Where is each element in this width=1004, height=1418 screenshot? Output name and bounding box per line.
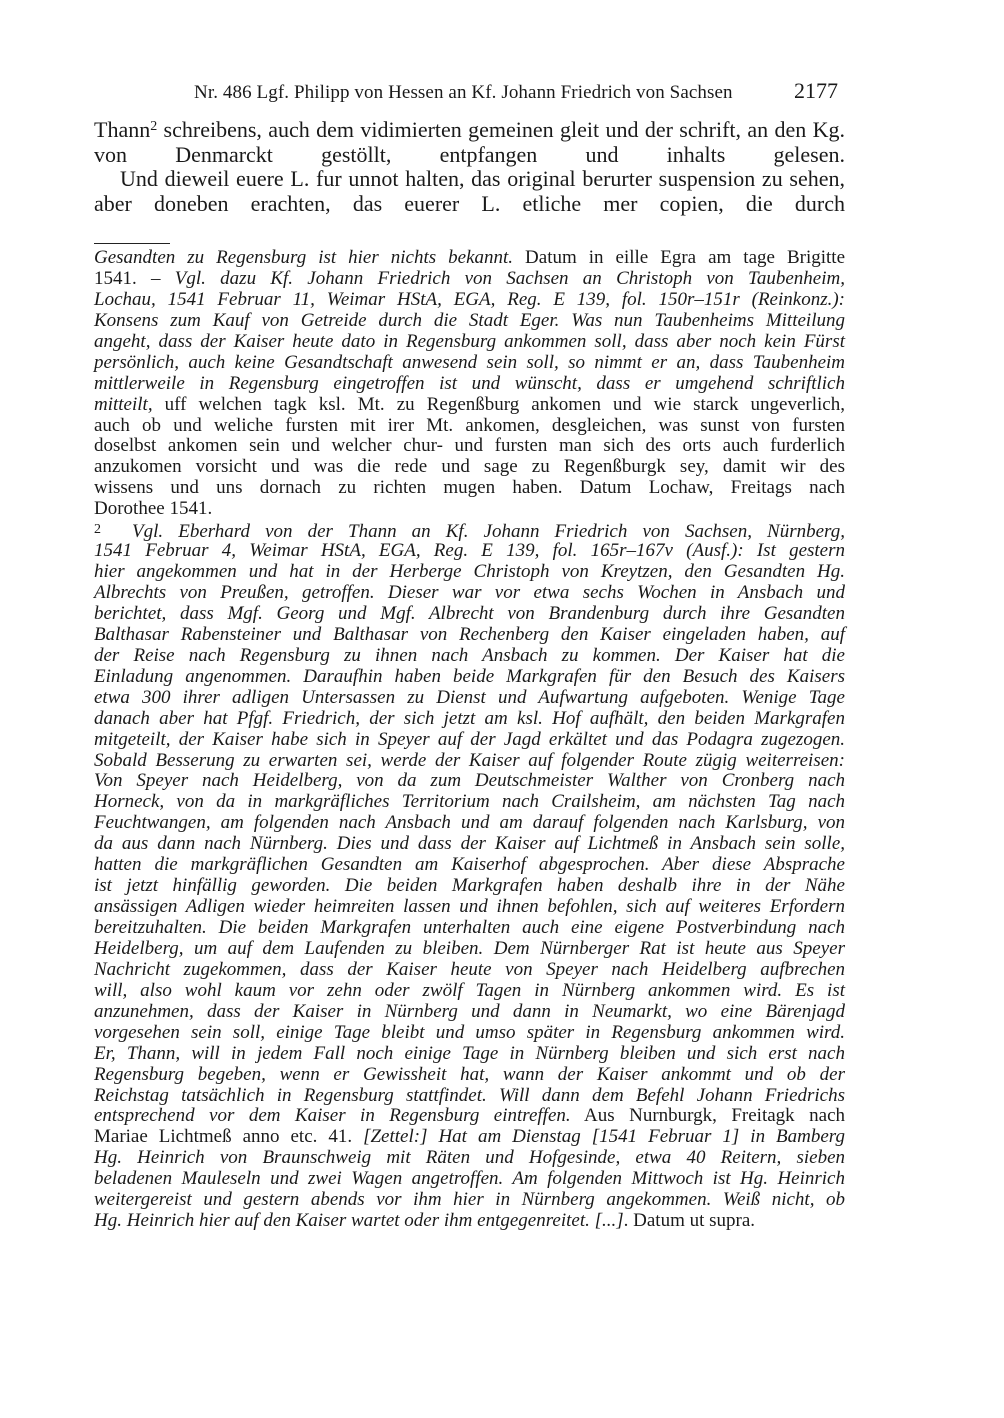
footnote-separator [94, 243, 170, 244]
footnote-line: hier angekommen und hat in der Herberge Christoph von Kreytzen, den Gesandten Hg. [94, 561, 845, 583]
footnote-line: Reichstag tatsächlich in Regensburg stattfindet. Will dann dem Befehl Johann Friedrichs [94, 1084, 845, 1106]
footnote-line: Einladung angenommen. Daraufhin haben beide Markgrafen für den Besuch des Kaisers [94, 665, 845, 687]
footnote-line: bereitzuhalten. Die beiden Markgrafen unterhalten auch eine eigene Postverbindung nach [94, 917, 845, 938]
footnote-line: der Reise nach Regensburg zu ihnen nach Ansbach zu kommen. Der Kaiser hat die [94, 644, 845, 666]
footnote-line: Sobald Besserung zu erwarten sei, werde der Kaiser auf folgender Route zügig weiterreisen: [94, 749, 845, 771]
footnote-line: da aus dann nach Nürnberg. Dies und dass der Kaiser auf Lichtmeß in Ansbach sein solle, [94, 833, 845, 855]
text-run: schreibens, auch dem vidimierten gemeinen gleit und der schrift, an [157, 117, 769, 142]
footnote-line: vorgesehen sein soll, einige Tage bleibt und umso später in Regensburg ankommen wird. [94, 1021, 845, 1043]
footnote-line: persönlich, auch keine Gesandtschaft anwesend sein soll, so nimmt er an, dass Taubenheim [94, 351, 845, 373]
footnote-line: beladenen Mauleseln und zwei Wagen angetroffen. Am folgenden Mittwoch ist Hg. Heinrich [94, 1168, 845, 1190]
text-run: sehen, aber doneben erachten, das euerer L. etliche mer copien, die durch [94, 166, 846, 216]
footnote-line: mitgeteilt, der Kaiser habe sich in Speyer auf der Jagd erkältet und das Podagra zugezogen. [94, 728, 845, 750]
footnote-line: 1541 Februar 4, Weimar HStA, EGA, Reg. E 139, fol. 165r–167v (Ausf.): Ist gestern [94, 540, 845, 562]
footnote-line: mitteilt, uff welchen tagk ksl. Mt. zu Regenßburg ankomen und wie starck ungeverlich, [94, 393, 845, 415]
footnote-line: ansässigen Adligen wieder heimreiten lassen und ihnen befohlen, sich auf weiteres Erfordern [94, 896, 845, 918]
paragraph [94, 167, 845, 216]
footnote-line: berichtet, dass Mgf. Georg und Mgf. Albrecht von Brandenburg durch ihre Gesandten [94, 602, 845, 624]
footnote-line: anzunehmen, dass der Kaiser in Nürnberg und dann in Neumarkt, wo eine Bärenjagd [94, 1000, 845, 1022]
footnote-line: 2 Vgl. Eberhard von der Thann an Kf. Johann Friedrich von Sachsen, Nürnberg, [94, 521, 845, 543]
footnote-line: Feuchtwangen, am folgenden nach Ansbach und am darauf folgenden nach Karlsburg, von [94, 812, 845, 834]
page-header [0, 78, 1004, 110]
text-run: Und dieweil euere L. fur unnot halten, das original berurter suspension zu [120, 166, 783, 191]
footnote-line: ist jetzt hinfällig geworden. Die beiden Markgrafen haben deshalb ihre in der Nähe [94, 875, 845, 897]
footnote-line: Konsens zum Kauf von Getreide durch die Stadt Eger. Was nun Taubenheims Mitteilung [94, 309, 845, 331]
main-text [94, 118, 845, 216]
footnote-line: auch ob und weliche fursten mit irer Mt. ankomen, desgleichen, was sunst von fursten [94, 414, 845, 436]
page-number: 2177 [794, 78, 838, 103]
footnote-line: Von Speyer nach Heidelberg, von da zum Deutschmeister Walther von Cronberg nach [94, 770, 845, 792]
footnote-line: Heidelberg, um auf dem Laufenden zu bleiben. Dem Nürnberger Rat ist heute aus Speyer [94, 937, 845, 959]
footnote-line: danach aber hat Pfgf. Friedrich, der sich jetzt am ksl. Hof aufhält, den beiden Markgrafen [94, 707, 845, 729]
footnote-line: will, also wohl kaum vor zehn oder zwölf Tagen in Nürnberg ankommen wird. Es ist [94, 979, 845, 1001]
footnote-line: 1541. – Vgl. dazu Kf. Johann Friedrich von Sachsen an Christoph von Taubenheim, [94, 267, 845, 289]
footnote-line: angeht, dass der Kaiser heute dato in Regensburg ankommen soll, dass aber noch kein Fürst [94, 330, 845, 352]
footnote-line: Dorothee 1541. [94, 498, 213, 520]
footnote-line: hatten die markgräflichen Gesandten am Kaiserhof abgesprochen. Aber diese Absprache [94, 854, 845, 876]
footnote-number: 2 [94, 522, 101, 538]
footnote-line: Albrechts von Preußen, getroffen. Dieser war vor etwa sechs Wochen in Ansbach und [94, 582, 845, 603]
footnotes [94, 248, 845, 1232]
footnote-line: Mariae Lichtmeß anno etc. 41. [Zettel:] Hat am Dienstag [1541 Februar 1] in Bamberg [94, 1126, 845, 1148]
footnote-ref: 2 [150, 119, 158, 134]
paragraph [94, 118, 845, 167]
footnote-line: Nachricht zugekommen, dass der Kaiser heute von Speyer nach Heidelberg aufbrechen [94, 958, 845, 980]
text-run: den Kg. von Denmarckt gestöllt, entpfangen und inhalts gelesen. [94, 117, 846, 167]
footnote-line: Hg. Heinrich hier auf den Kaiser wartet oder ihm entgegenreitet. [...]. Datum ut supra. [94, 1210, 756, 1232]
footnote-line: etwa 300 ihrer adligen Untersassen zu Dienst und Aufwartung aufgeboten. Wenige Tage [94, 686, 845, 708]
text-run: Thann [94, 117, 151, 142]
footnote-line: Regensburg begeben, wenn er Gewissheit hat, wann der Kaiser ankommt und ob der [94, 1063, 845, 1085]
footnote-line: entsprechend vor dem Kaiser in Regensburg eintreffen. Aus Nurnburgk, Freitagk nach [94, 1105, 845, 1127]
footnote-line: Balthasar Rabensteiner und Balthasar von Rechenberg den Kaiser eingeladen haben, auf [94, 623, 845, 645]
footnote-line: Er, Thann, will in jedem Fall noch einige Tage in Nürnberg bleiben und sich erst nach [94, 1042, 845, 1064]
footnote-line: Hg. Heinrich von Braunschweig mit Räten und Hofgesinde, etwa 40 Reitern, sieben [94, 1147, 845, 1169]
footnote-line: doselbst ankomen sein und welcher chur- und fursten man sich des orts auch furderlich [94, 435, 845, 457]
footnote-line: mittlerweile in Regensburg eingetroffen ist und wünscht, dass er umgehend schriftlich [94, 372, 845, 394]
footnote-line: Lochau, 1541 Februar 11, Weimar HStA, EGA, Reg. E 139, fol. 150r–151r (Reinkonz.): [94, 288, 845, 310]
footnote-line: weitergereist und gestern abends vor ihm hier in Nürnberg angekommen. Weiß nicht, ob [94, 1189, 845, 1211]
footnote-line: Horneck, von da in markgräfliches Territorium nach Crailsheim, am nächsten Tag nach [94, 791, 845, 813]
footnote-line: Gesandten zu Regensburg ist hier nichts bekannt. Datum in eille Egra am tage Brigitte [94, 247, 846, 268]
footnote-line: anzukomen vorsicht und was die rede und sage zu Regenßburgk sey, damit wir des [94, 456, 845, 478]
running-title: Nr. 486 Lgf. Philipp von Hessen an Kf. Johann Friedrich von Sachsen [194, 82, 733, 103]
footnote-line: wissens und uns dornach zu richten mugen haben. Datum Lochaw, Freitags nach [94, 477, 845, 499]
